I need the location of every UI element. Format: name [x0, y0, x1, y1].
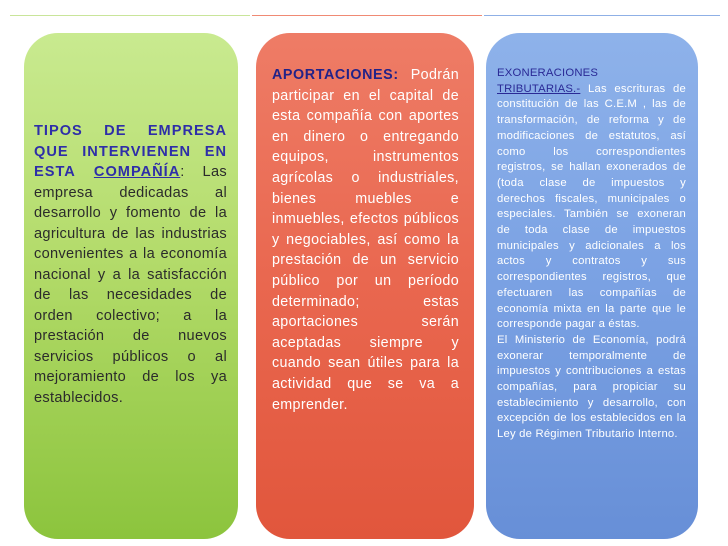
panel-tipos-text: [34, 121, 227, 408]
panel-exoneraciones-text: [497, 66, 686, 333]
aportaciones-heading: APORTACIONES:: [272, 67, 399, 83]
exoneraciones-heading: EXONERACIONES TRIBUTARIAS.-: [497, 67, 599, 95]
panel-exoneraciones: [486, 33, 698, 539]
panel-tipos-de-empresa: [24, 33, 238, 539]
decorative-line-green: [10, 15, 250, 16]
tipos-heading-colon: :: [180, 164, 185, 180]
decorative-line-red: [252, 15, 482, 16]
panel-aportaciones-text: [272, 65, 459, 415]
panel-aportaciones: [256, 33, 474, 539]
exoneraciones-body: Las escrituras de constitución de las C.E.M , las de transformación, de reforma y de modificaciones de estatutos, así como los correspondientes registros, se hallan exonerados de (toda clase de impuestos y derechos fiscales, municipales o especiales. También se exoneran de toda clase de impuestos municipales y adicionales a los actos y contratos y sus correspondientes registros, que efectuaren las compañías de economía mixta en la parte que le corresponde pagar a éstas.: [497, 82, 686, 331]
aportaciones-body: Podrán participar en el capital de esta compañía con aportes en dinero o entregando equipos, instrumentos agrícolas o industriales, bienes muebles e inmuebles, efectos públicos y negociables, así como la prestación de un servicio público por un período determinado; estas aportaciones serán aceptadas siempre y cuando sean útiles para la actividad que se va a emprender.: [272, 67, 459, 413]
decorative-line-blue: [484, 15, 720, 16]
tipos-body: Las empresa dedicadas al desarrollo y fomento de la agricultura de las industrias convenientes a la economía nacional y a la satisfacción de las necesidades de orden colectivo; a la prestación de nuevos servicios públicos o al mejoramiento de los ya establecidos.: [34, 164, 227, 406]
exoneraciones-body-2: El Ministerio de Economía, podrá exonerar temporalmente de impuestos y contribuciones a estas compañías, para propiciar su establecimiento y desarrollo, con excepción de los establecidos en la Ley de Régimen Tributario Interno.: [497, 333, 686, 441]
tipos-heading: TIPOS DE EMPRESA QUE INTERVIENEN EN ESTA COMPAÑÍA: [34, 123, 227, 180]
